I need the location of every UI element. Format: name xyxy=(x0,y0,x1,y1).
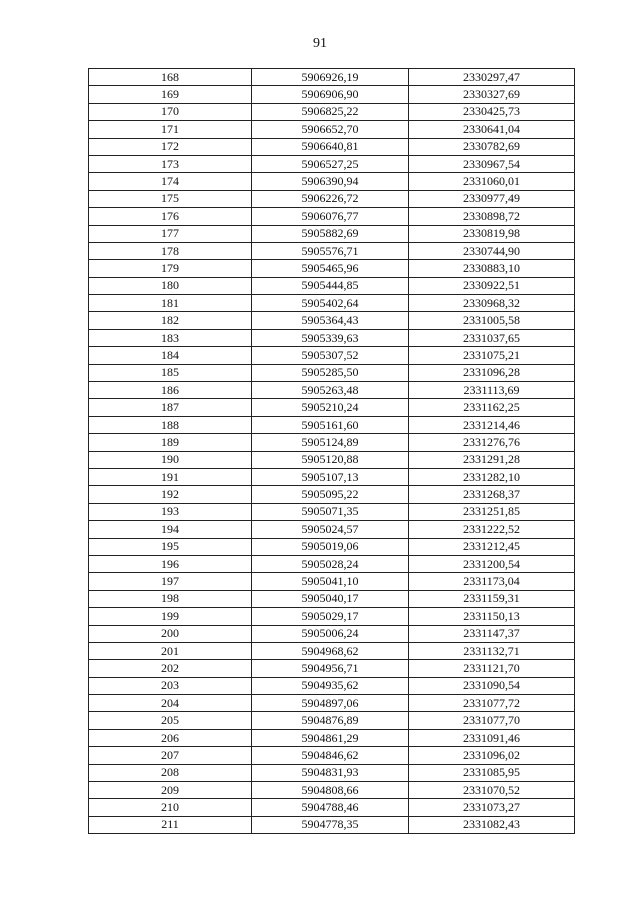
table-row xyxy=(89,190,575,207)
table-row xyxy=(89,295,575,312)
point-number-cell: 198 xyxy=(89,590,252,607)
table-row xyxy=(89,277,575,294)
point-number-cell: 168 xyxy=(89,69,252,86)
point-number-cell: 199 xyxy=(89,608,252,625)
table-row xyxy=(89,486,575,503)
y-coordinate-cell: 2331147,37 xyxy=(409,625,575,642)
table-row xyxy=(89,503,575,520)
point-number-cell: 190 xyxy=(89,451,252,468)
y-coordinate-cell: 2331070,52 xyxy=(409,782,575,799)
x-coordinate-cell: 5905041,10 xyxy=(252,573,409,590)
table-row xyxy=(89,625,575,642)
x-coordinate-cell: 5906390,94 xyxy=(252,173,409,190)
x-coordinate-cell: 5904876,89 xyxy=(252,712,409,729)
point-number-cell: 209 xyxy=(89,782,252,799)
point-number-cell: 174 xyxy=(89,173,252,190)
y-coordinate-cell: 2331276,76 xyxy=(409,434,575,451)
x-coordinate-cell: 5905210,24 xyxy=(252,399,409,416)
table-row xyxy=(89,329,575,346)
table-row xyxy=(89,764,575,781)
point-number-cell: 175 xyxy=(89,190,252,207)
point-number-cell: 171 xyxy=(89,121,252,138)
y-coordinate-cell: 2331282,10 xyxy=(409,468,575,485)
y-coordinate-cell: 2331291,28 xyxy=(409,451,575,468)
y-coordinate-cell: 2330819,98 xyxy=(409,225,575,242)
x-coordinate-cell: 5905263,48 xyxy=(252,382,409,399)
table-row xyxy=(89,729,575,746)
x-coordinate-cell: 5904778,35 xyxy=(252,816,409,833)
table-row xyxy=(89,242,575,259)
y-coordinate-cell: 2331132,71 xyxy=(409,642,575,659)
y-coordinate-cell: 2330898,72 xyxy=(409,208,575,225)
x-coordinate-cell: 5905307,52 xyxy=(252,347,409,364)
table-row xyxy=(89,312,575,329)
y-coordinate-cell: 2331075,21 xyxy=(409,347,575,364)
point-number-cell: 180 xyxy=(89,277,252,294)
y-coordinate-cell: 2331268,37 xyxy=(409,486,575,503)
table-row xyxy=(89,538,575,555)
table-row xyxy=(89,155,575,172)
x-coordinate-cell: 5904897,06 xyxy=(252,695,409,712)
x-coordinate-cell: 5905882,69 xyxy=(252,225,409,242)
point-number-cell: 210 xyxy=(89,799,252,816)
point-number-cell: 179 xyxy=(89,260,252,277)
table-row xyxy=(89,103,575,120)
x-coordinate-cell: 5905339,63 xyxy=(252,329,409,346)
table-row xyxy=(89,555,575,572)
x-coordinate-cell: 5905120,88 xyxy=(252,451,409,468)
table-row xyxy=(89,695,575,712)
point-number-cell: 206 xyxy=(89,729,252,746)
point-number-cell: 203 xyxy=(89,677,252,694)
point-number-cell: 193 xyxy=(89,503,252,520)
y-coordinate-cell: 2331005,58 xyxy=(409,312,575,329)
point-number-cell: 185 xyxy=(89,364,252,381)
point-number-cell: 170 xyxy=(89,103,252,120)
table-row xyxy=(89,399,575,416)
y-coordinate-cell: 2331113,69 xyxy=(409,382,575,399)
table-row xyxy=(89,86,575,103)
y-coordinate-cell: 2331077,70 xyxy=(409,712,575,729)
x-coordinate-cell: 5905107,13 xyxy=(252,468,409,485)
table-row xyxy=(89,434,575,451)
y-coordinate-cell: 2330297,47 xyxy=(409,69,575,86)
y-coordinate-cell: 2331082,43 xyxy=(409,816,575,833)
x-coordinate-cell: 5905576,71 xyxy=(252,242,409,259)
x-coordinate-cell: 5906926,19 xyxy=(252,69,409,86)
y-coordinate-cell: 2331159,31 xyxy=(409,590,575,607)
table-row xyxy=(89,712,575,729)
point-number-cell: 184 xyxy=(89,347,252,364)
x-coordinate-cell: 5905071,35 xyxy=(252,503,409,520)
y-coordinate-cell: 2330977,49 xyxy=(409,190,575,207)
y-coordinate-cell: 2331090,54 xyxy=(409,677,575,694)
y-coordinate-cell: 2331173,04 xyxy=(409,573,575,590)
table-row xyxy=(89,608,575,625)
y-coordinate-cell: 2330327,69 xyxy=(409,86,575,103)
point-number-cell: 181 xyxy=(89,295,252,312)
x-coordinate-cell: 5904831,93 xyxy=(252,764,409,781)
point-number-cell: 172 xyxy=(89,138,252,155)
x-coordinate-cell: 5905019,06 xyxy=(252,538,409,555)
y-coordinate-cell: 2330744,90 xyxy=(409,242,575,259)
point-number-cell: 191 xyxy=(89,468,252,485)
point-number-cell: 200 xyxy=(89,625,252,642)
x-coordinate-cell: 5904956,71 xyxy=(252,660,409,677)
point-number-cell: 183 xyxy=(89,329,252,346)
point-number-cell: 195 xyxy=(89,538,252,555)
table-row xyxy=(89,747,575,764)
table-row xyxy=(89,69,575,86)
y-coordinate-cell: 2330883,10 xyxy=(409,260,575,277)
point-number-cell: 196 xyxy=(89,555,252,572)
y-coordinate-cell: 2330425,73 xyxy=(409,103,575,120)
table-row xyxy=(89,364,575,381)
table-row xyxy=(89,225,575,242)
point-number-cell: 177 xyxy=(89,225,252,242)
point-number-cell: 202 xyxy=(89,660,252,677)
point-number-cell: 192 xyxy=(89,486,252,503)
y-coordinate-cell: 2330641,04 xyxy=(409,121,575,138)
y-coordinate-cell: 2331060,01 xyxy=(409,173,575,190)
table-row xyxy=(89,260,575,277)
x-coordinate-cell: 5905364,43 xyxy=(252,312,409,329)
point-number-cell: 197 xyxy=(89,573,252,590)
y-coordinate-cell: 2331096,02 xyxy=(409,747,575,764)
x-coordinate-cell: 5904861,29 xyxy=(252,729,409,746)
y-coordinate-cell: 2331222,52 xyxy=(409,521,575,538)
point-number-cell: 176 xyxy=(89,208,252,225)
table-row xyxy=(89,347,575,364)
point-number-cell: 208 xyxy=(89,764,252,781)
x-coordinate-cell: 5905040,17 xyxy=(252,590,409,607)
x-coordinate-cell: 5905124,89 xyxy=(252,434,409,451)
y-coordinate-cell: 2331091,46 xyxy=(409,729,575,746)
table-row xyxy=(89,816,575,833)
x-coordinate-cell: 5905006,24 xyxy=(252,625,409,642)
y-coordinate-cell: 2330922,51 xyxy=(409,277,575,294)
x-coordinate-cell: 5904968,62 xyxy=(252,642,409,659)
table-row xyxy=(89,451,575,468)
x-coordinate-cell: 5904808,66 xyxy=(252,782,409,799)
y-coordinate-cell: 2331077,72 xyxy=(409,695,575,712)
coordinates-table xyxy=(88,68,575,834)
point-number-cell: 173 xyxy=(89,155,252,172)
table-row xyxy=(89,416,575,433)
x-coordinate-cell: 5906652,70 xyxy=(252,121,409,138)
table-row xyxy=(89,521,575,538)
table-row xyxy=(89,208,575,225)
point-number-cell: 188 xyxy=(89,416,252,433)
table-row xyxy=(89,468,575,485)
y-coordinate-cell: 2331085,95 xyxy=(409,764,575,781)
table-row xyxy=(89,382,575,399)
y-coordinate-cell: 2330968,32 xyxy=(409,295,575,312)
point-number-cell: 189 xyxy=(89,434,252,451)
x-coordinate-cell: 5905161,60 xyxy=(252,416,409,433)
table-row xyxy=(89,121,575,138)
point-number-cell: 207 xyxy=(89,747,252,764)
x-coordinate-cell: 5906226,72 xyxy=(252,190,409,207)
x-coordinate-cell: 5905029,17 xyxy=(252,608,409,625)
table-row xyxy=(89,173,575,190)
x-coordinate-cell: 5904788,46 xyxy=(252,799,409,816)
table-row xyxy=(89,799,575,816)
x-coordinate-cell: 5906527,25 xyxy=(252,155,409,172)
x-coordinate-cell: 5905024,57 xyxy=(252,521,409,538)
y-coordinate-cell: 2331037,65 xyxy=(409,329,575,346)
point-number-cell: 186 xyxy=(89,382,252,399)
x-coordinate-cell: 5906906,90 xyxy=(252,86,409,103)
y-coordinate-cell: 2331073,27 xyxy=(409,799,575,816)
y-coordinate-cell: 2331150,13 xyxy=(409,608,575,625)
point-number-cell: 204 xyxy=(89,695,252,712)
table-row xyxy=(89,590,575,607)
table-row xyxy=(89,138,575,155)
point-number-cell: 211 xyxy=(89,816,252,833)
y-coordinate-cell: 2331212,45 xyxy=(409,538,575,555)
y-coordinate-cell: 2330967,54 xyxy=(409,155,575,172)
table-row xyxy=(89,573,575,590)
point-number-cell: 187 xyxy=(89,399,252,416)
x-coordinate-cell: 5906825,22 xyxy=(252,103,409,120)
x-coordinate-cell: 5905285,50 xyxy=(252,364,409,381)
coordinates-table-body xyxy=(89,69,575,834)
point-number-cell: 205 xyxy=(89,712,252,729)
table-row xyxy=(89,677,575,694)
x-coordinate-cell: 5906640,81 xyxy=(252,138,409,155)
x-coordinate-cell: 5905444,85 xyxy=(252,277,409,294)
table-row xyxy=(89,660,575,677)
y-coordinate-cell: 2331096,28 xyxy=(409,364,575,381)
y-coordinate-cell: 2331162,25 xyxy=(409,399,575,416)
x-coordinate-cell: 5904846,62 xyxy=(252,747,409,764)
x-coordinate-cell: 5906076,77 xyxy=(252,208,409,225)
point-number-cell: 194 xyxy=(89,521,252,538)
point-number-cell: 201 xyxy=(89,642,252,659)
x-coordinate-cell: 5904935,62 xyxy=(252,677,409,694)
y-coordinate-cell: 2331251,85 xyxy=(409,503,575,520)
x-coordinate-cell: 5905028,24 xyxy=(252,555,409,572)
x-coordinate-cell: 5905402,64 xyxy=(252,295,409,312)
page-number: 91 xyxy=(313,36,327,51)
y-coordinate-cell: 2331214,46 xyxy=(409,416,575,433)
point-number-cell: 182 xyxy=(89,312,252,329)
y-coordinate-cell: 2330782,69 xyxy=(409,138,575,155)
table-row xyxy=(89,782,575,799)
table-row xyxy=(89,642,575,659)
point-number-cell: 178 xyxy=(89,242,252,259)
y-coordinate-cell: 2331121,70 xyxy=(409,660,575,677)
x-coordinate-cell: 5905465,96 xyxy=(252,260,409,277)
x-coordinate-cell: 5905095,22 xyxy=(252,486,409,503)
point-number-cell: 169 xyxy=(89,86,252,103)
y-coordinate-cell: 2331200,54 xyxy=(409,555,575,572)
